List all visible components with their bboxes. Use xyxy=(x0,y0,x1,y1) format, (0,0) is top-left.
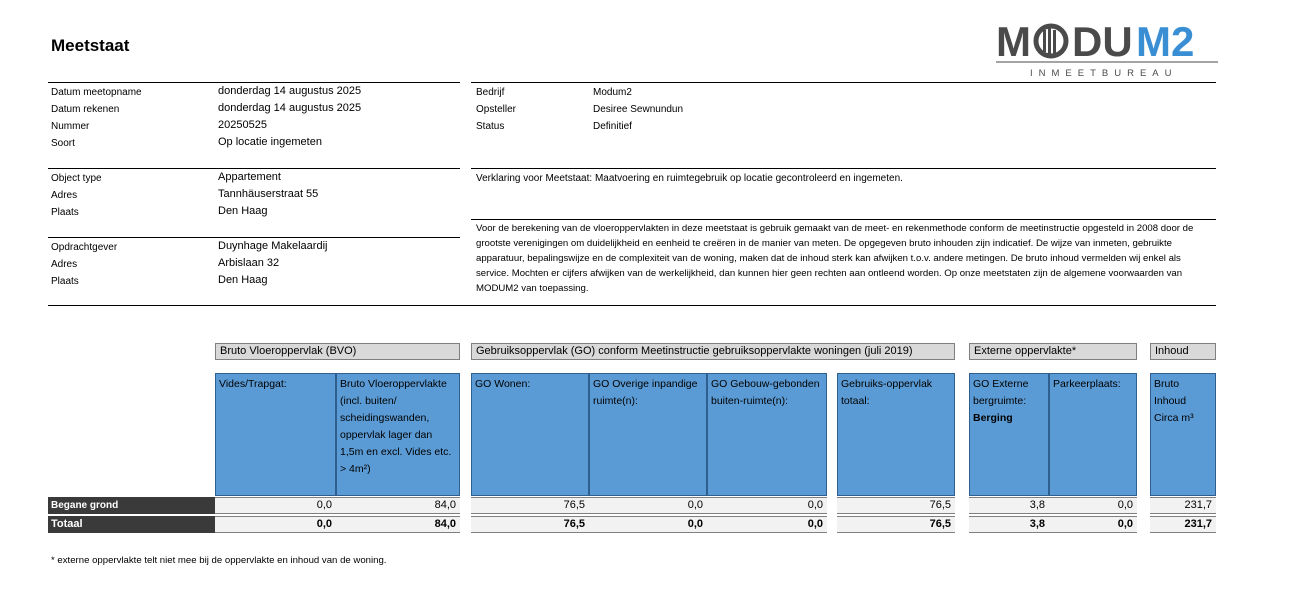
table-cell: 0,0 xyxy=(215,497,336,514)
info-label: Plaats xyxy=(51,276,79,287)
col-header-bruto: Bruto Vloeroppervlakte (incl. buiten/ scheidingswanden, oppervlak lager dan 1,5m en excl. Vides etc. > 4m²) xyxy=(336,373,460,496)
table-cell: 0,0 xyxy=(589,516,707,533)
divider xyxy=(471,82,1216,83)
table-cell: 84,0 xyxy=(336,516,460,533)
svg-text:DU: DU xyxy=(1072,18,1133,65)
row-label-totaal: Totaal xyxy=(48,516,215,533)
table-cell: 0,0 xyxy=(1049,497,1137,514)
info-label: Adres xyxy=(51,259,78,270)
info-label: Adres xyxy=(51,190,78,201)
col-header-parkeer: Parkeerplaats: xyxy=(1049,373,1137,496)
divider xyxy=(48,305,1216,306)
info-value: 20250525 xyxy=(218,119,267,131)
info-label: Datum meetopname xyxy=(51,87,142,98)
col-header-go-gebouw: GO Gebouw-gebonden buiten-ruimte(n): xyxy=(707,373,827,496)
table-cell: 0,0 xyxy=(1049,516,1137,533)
info-label: Bedrijf xyxy=(476,87,505,98)
info-value: Tannhäuserstraat 55 xyxy=(218,188,319,200)
table-cell: 76,5 xyxy=(471,516,589,533)
disclaimer-text: Voor de berekening van de vloeroppervlakten in deze meetstaat is gebruik gemaakt van de meet- en rekenmethode conform de meetinstructie opgesteld in 2008 door de grootste verenigingen om duidelijkheid en eenheid te creëren in de manier van meten. De opgegeven bruto inhouden zijn indicatief. De wijze van inmeten, gebruikte apparatuur, bepalingswijze en de complexiteit van de woning, maken dat de inhoud sterk kan afwijken t.o.v. andere metingen. De bruto inhoud vermelden wij enkel als service. Mochten er cijfers afwijken van de werkelijkheid, dan kunnen hier geen rechten aan ontleend worden. Op onze meetstaten zijn de algemene voorwaarden van MODUM2 van toepassing. xyxy=(476,223,1194,294)
col-header-vides: Vides/Trapgat: xyxy=(215,373,336,496)
col-header-go-externe-label: GO Externe bergruimte: xyxy=(973,378,1029,407)
verklaring-text: Verklaring voor Meetstaat: Maatvoering en ruimtegebruik op locatie gecontroleerd en ingemeten. xyxy=(476,173,903,184)
table-cell: 231,7 xyxy=(1150,516,1216,533)
table-cell: 0,0 xyxy=(215,516,336,533)
info-label: Opsteller xyxy=(476,104,517,115)
info-value: donderdag 14 augustus 2025 xyxy=(218,85,362,97)
table-cell: 76,5 xyxy=(471,497,589,514)
info-value: Duynhage Makelaardij xyxy=(218,240,328,252)
group-header-bvo: Bruto Vloeroppervlak (BVO) xyxy=(215,343,460,360)
divider xyxy=(471,219,1216,220)
info-value: Den Haag xyxy=(218,205,268,217)
table-cell: 0,0 xyxy=(589,497,707,514)
col-header-go-overige: GO Overige inpandige ruimte(n): xyxy=(589,373,707,496)
group-header-inhoud: Inhoud xyxy=(1150,343,1216,360)
info-value: Modum2 xyxy=(593,87,632,98)
table-cell: 231,7 xyxy=(1150,497,1216,514)
info-label: Soort xyxy=(51,138,75,149)
table-cell: 0,0 xyxy=(707,516,827,533)
group-header-go: Gebruiksoppervlak (GO) conform Meetinstructie gebruiksoppervlakte woningen (juli 2019) xyxy=(471,343,955,360)
info-label: Datum rekenen xyxy=(51,104,120,115)
info-value: donderdag 14 augustus 2025 xyxy=(218,102,362,114)
col-header-go-externe-sub: Berging xyxy=(973,412,1013,424)
table-cell: 0,0 xyxy=(707,497,827,514)
info-label: Nummer xyxy=(51,121,90,132)
table-cell: 3,8 xyxy=(969,516,1049,533)
table-cell: 76,5 xyxy=(837,497,955,514)
info-label: Plaats xyxy=(51,207,79,218)
info-label: Opdrachtgever xyxy=(51,242,118,253)
row-label-begane-grond: Begane grond xyxy=(48,497,215,514)
info-value: Appartement xyxy=(218,171,281,183)
svg-text:INMEETBUREAU: INMEETBUREAU xyxy=(1030,68,1178,79)
page-title: Meetstaat xyxy=(51,36,130,55)
modum2-logo-icon xyxy=(996,18,1218,82)
svg-text:M2: M2 xyxy=(1136,18,1195,65)
info-value: Desiree Sewnundun xyxy=(593,104,684,115)
divider xyxy=(471,168,1216,169)
info-value: Op locatie ingemeten xyxy=(218,136,322,148)
info-value: Definitief xyxy=(593,121,632,132)
table-cell: 84,0 xyxy=(336,497,460,514)
table-cell: 76,5 xyxy=(837,516,955,533)
info-value: Arbislaan 32 xyxy=(218,257,280,269)
table-cell: 3,8 xyxy=(969,497,1049,514)
modum2-logo xyxy=(996,18,1218,82)
col-header-inhoud: Bruto Inhoud Circa m³ xyxy=(1150,373,1216,496)
info-label: Object type xyxy=(51,173,102,184)
info-label: Status xyxy=(476,121,505,132)
col-header-gebruiks-totaal: Gebruiks-oppervlak totaal: xyxy=(837,373,955,496)
svg-text:M: M xyxy=(996,18,1031,65)
footnote: * externe oppervlakte telt niet mee bij de oppervlakte en inhoud van de woning. xyxy=(51,555,387,566)
col-header-go-wonen: GO Wonen: xyxy=(471,373,589,496)
col-header-go-externe xyxy=(969,373,1049,496)
info-value: Den Haag xyxy=(218,274,268,286)
group-header-externe: Externe oppervlakte* xyxy=(969,343,1137,360)
